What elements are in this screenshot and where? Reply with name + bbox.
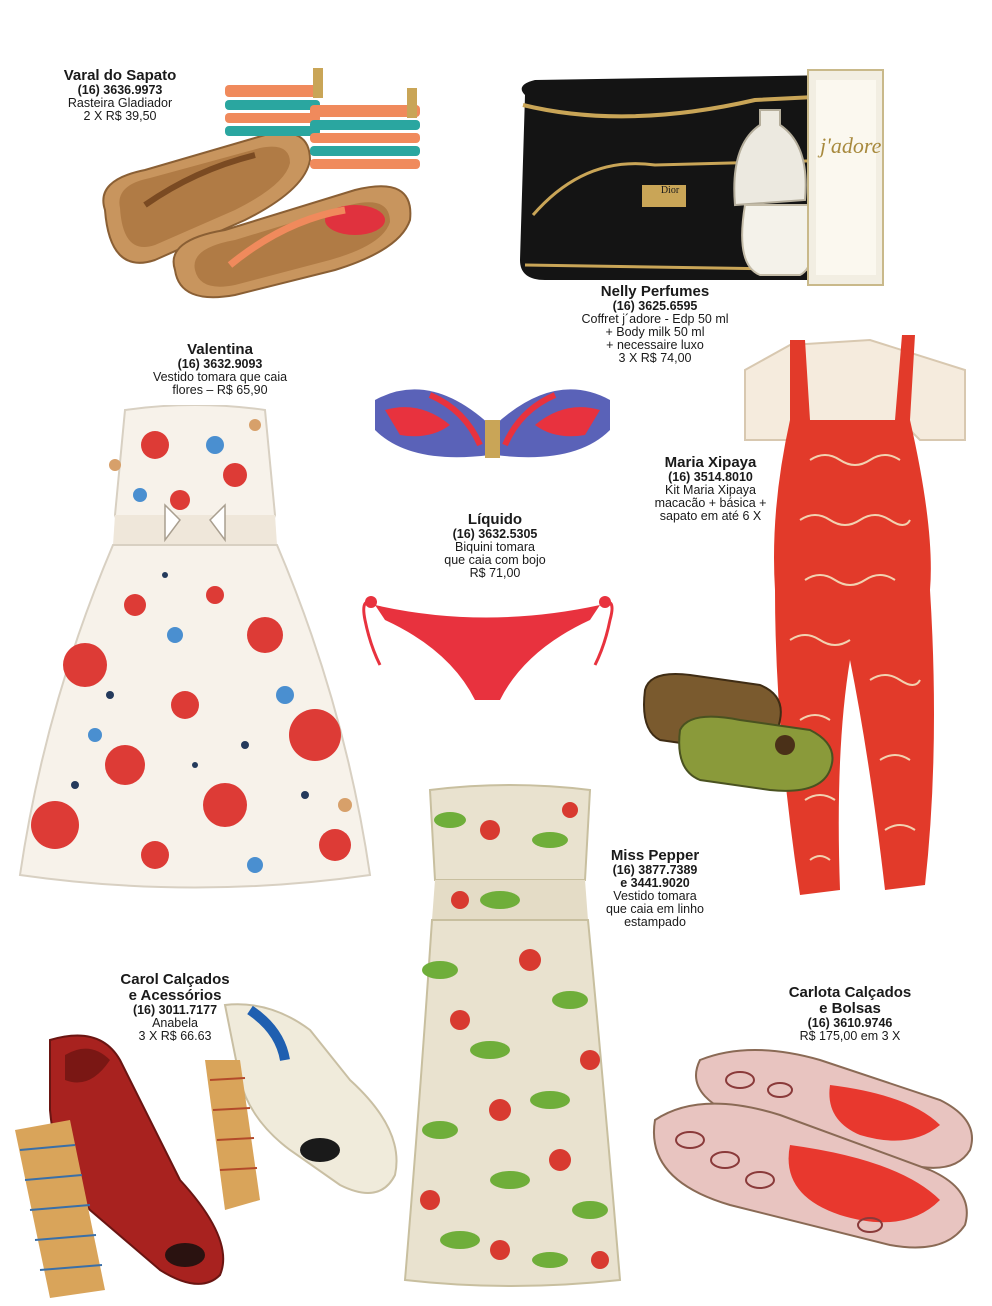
shop-phone: (16) 3514.8010 xyxy=(668,470,753,484)
product-desc-3: + necessaire luxo xyxy=(606,338,704,352)
shop-phone: (16) 3610.9746 xyxy=(807,1016,893,1030)
product-desc: Vestido tomara que caia xyxy=(152,370,288,384)
product-desc: Rasteira Gladiador xyxy=(67,96,173,110)
text-brand-jadore: j'adore xyxy=(820,133,882,158)
shop-phone: (16) 3632.5305 xyxy=(452,527,538,541)
shop-phone: (16) 3632.9093 xyxy=(177,357,263,371)
shop-name-2: e Acessórios xyxy=(128,987,222,1004)
product-desc-3: sapato em até 6 X xyxy=(659,509,762,523)
shop-name: Líquido xyxy=(467,511,523,528)
product-desc: Anabela xyxy=(152,1016,198,1030)
shop-name: Maria Xipaya xyxy=(664,454,757,471)
product-price: 2 X R$ 39,50 xyxy=(83,109,157,123)
product-desc-2: macacão + básica + xyxy=(654,496,767,510)
shop-name: Carlota Calçados xyxy=(788,984,912,1001)
perfume-coffret-icon xyxy=(505,65,895,290)
caption-liquido xyxy=(405,512,585,580)
wedge-sandals-icon xyxy=(10,1000,410,1300)
shop-name: Miss Pepper xyxy=(610,847,700,864)
product-desc-1: Kit Maria Xipaya xyxy=(664,483,756,497)
ballet-flats-icon xyxy=(640,1040,985,1265)
shop-name: Valentina xyxy=(187,341,253,358)
product-desc-3: estampado xyxy=(624,915,686,929)
overall-and-shoes-icon xyxy=(640,330,980,910)
shop-phone: (16) 3625.6595 xyxy=(612,299,698,313)
product-price: R$ 175,00 em 3 X xyxy=(799,1029,901,1043)
product-price: R$ 71,00 xyxy=(469,566,521,580)
caption-maria xyxy=(628,455,793,523)
product-desc-2: que caia em linho xyxy=(606,902,704,916)
caption-carlota xyxy=(755,985,945,1043)
shop-phone-2: e 3441.9020 xyxy=(620,876,690,890)
product-price: flores – R$ 65,90 xyxy=(172,383,268,397)
product-desc-2: que caia com bojo xyxy=(444,553,546,567)
shop-phone: (16) 3877.7389 xyxy=(612,863,698,877)
shop-name: Varal do Sapato xyxy=(63,67,177,84)
product-desc-1: Vestido tomara xyxy=(613,889,697,903)
product-desc-1: Coffret j´adore - Edp 50 ml xyxy=(581,312,729,326)
product-desc-1: Biquini tomara xyxy=(455,540,535,554)
bikini-bottom-icon xyxy=(355,590,620,720)
product-desc-2: + Body milk 50 ml xyxy=(605,325,705,339)
text-dior-logo: Dior xyxy=(660,185,680,196)
shop-phone: (16) 3636.9973 xyxy=(77,83,163,97)
floral-dress-icon xyxy=(15,405,375,895)
shop-name: Carol Calçados xyxy=(120,971,230,988)
caption-misspepper xyxy=(585,848,725,929)
product-price: 3 X R$ 74,00 xyxy=(618,351,692,365)
bikini-top-icon xyxy=(370,380,615,470)
caption-valentina xyxy=(125,342,315,397)
gladiator-sandals-icon xyxy=(85,60,440,300)
shop-name-2: e Bolsas xyxy=(819,1000,881,1017)
product-price: 3 X R$ 66.63 xyxy=(138,1029,212,1043)
shop-phone: (16) 3011.7177 xyxy=(132,1003,218,1017)
shop-name: Nelly Perfumes xyxy=(600,283,710,300)
